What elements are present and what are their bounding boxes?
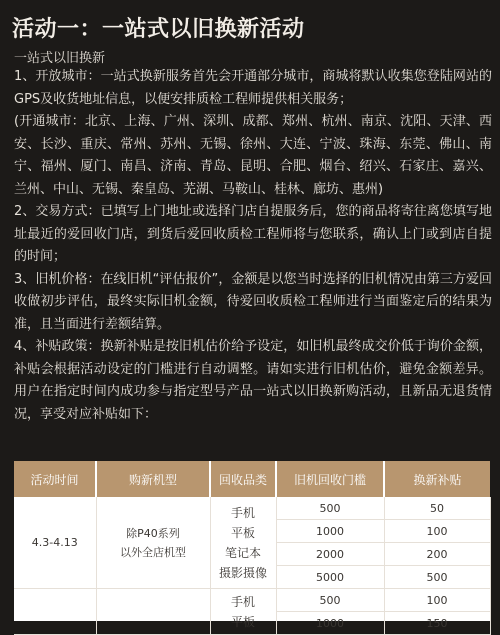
category-line: 平板 bbox=[230, 614, 255, 629]
header-threshold: 旧机回收门槛 bbox=[276, 461, 384, 497]
cell-threshold: 500 bbox=[276, 497, 384, 520]
cell-subsidy: 100 bbox=[384, 520, 490, 543]
category-line: 平板 bbox=[230, 525, 255, 540]
table-header-row bbox=[14, 461, 490, 497]
cell-threshold: 5000 bbox=[276, 566, 384, 589]
cell-recycle-category bbox=[210, 589, 276, 635]
table-row bbox=[14, 497, 490, 520]
header-recycle-category: 回收品类 bbox=[210, 461, 276, 497]
page-subtitle: 一站式以旧换新 bbox=[14, 51, 106, 66]
cell-activity-time-empty bbox=[14, 589, 96, 635]
model-line: 除P40系列 bbox=[126, 526, 180, 540]
cell-new-model bbox=[96, 497, 210, 589]
paragraph-city-list: (开通城市：北京、上海、广州、深圳、成都、郑州、杭州、南京、沈阳、天津、西安、长沙、重庆、常州、苏州、无锡、徐州、大连、宁波、珠海、东莞、佛山、南宁、福州、厦门、南昌、济南、青岛、昆明、合肥、烟台、绍兴、石家庄、嘉兴、兰州、中山、无锡、秦皇岛、芜湖、马鞍山、桂林、廊坊、惠州) bbox=[14, 114, 492, 197]
header-new-model: 购新机型 bbox=[96, 461, 210, 497]
model-line: 以外全店机型 bbox=[120, 545, 186, 559]
paragraph-price: 3、旧机价格：在线旧机“评估报价”，金额是以您当时选择的旧机情况由第三方爱回收做初步评估，最终实际旧机金额，待爱回收质检工程师进行当面鉴定后的结果为准，且当面进行差额结算。 bbox=[14, 271, 492, 332]
category-line: 摄影摄像 bbox=[218, 565, 267, 580]
cell-threshold: 500 bbox=[276, 589, 384, 612]
cell-subsidy: 100 bbox=[384, 589, 490, 612]
paragraph-open-cities: 1、开放城市：一站式换新服务首先会开通部分城市，商城将默认收集您登陆网站的GPS及收货地址信息，以便安排质检工程师提供相关服务； bbox=[14, 69, 492, 107]
category-line: 手机 bbox=[230, 505, 255, 520]
cell-activity-time: 4.3-4.13 bbox=[14, 497, 96, 589]
table-row bbox=[14, 589, 490, 612]
header-activity-time: 活动时间 bbox=[14, 461, 96, 497]
category-line: 笔记本 bbox=[224, 545, 261, 560]
cell-new-model-empty bbox=[96, 589, 210, 635]
paragraph-subsidy: 4、补贴政策：换新补贴是按旧机估价给予设定，如旧机最终成交价低于询价金额，补贴会根据活动设定的门槛进行自动调整。请如实进行旧机估价，避免金额差异。用户在指定时间内成功参与指定型号产品一站式以旧换新购活动，且新品无退货情况，享受对应补贴如下： bbox=[14, 339, 492, 422]
category-line: 手机 bbox=[230, 594, 255, 609]
cell-subsidy: 200 bbox=[384, 543, 490, 566]
cell-subsidy: 150 bbox=[384, 612, 490, 635]
cell-threshold: 1000 bbox=[276, 520, 384, 543]
cell-threshold: 1000 bbox=[276, 612, 384, 635]
header-subsidy: 换新补贴 bbox=[384, 461, 490, 497]
page-title: 活动一：一站式以旧换新活动 bbox=[12, 17, 305, 42]
cell-subsidy: 500 bbox=[384, 566, 490, 589]
cell-threshold: 2000 bbox=[276, 543, 384, 566]
cell-subsidy: 50 bbox=[384, 497, 490, 520]
subsidy-table bbox=[14, 461, 491, 635]
paragraph-transaction: 2、交易方式：已填写上门地址或选择门店自提服务后，您的商品将寄往离您填写地址最近的爱回收门店，到货后爱回收质检工程师将与您联系，确认上门或到店自提的时间； bbox=[14, 204, 492, 264]
subsidy-table-wrapper bbox=[14, 461, 490, 630]
article-body bbox=[14, 66, 492, 426]
cell-recycle-category bbox=[210, 497, 276, 589]
